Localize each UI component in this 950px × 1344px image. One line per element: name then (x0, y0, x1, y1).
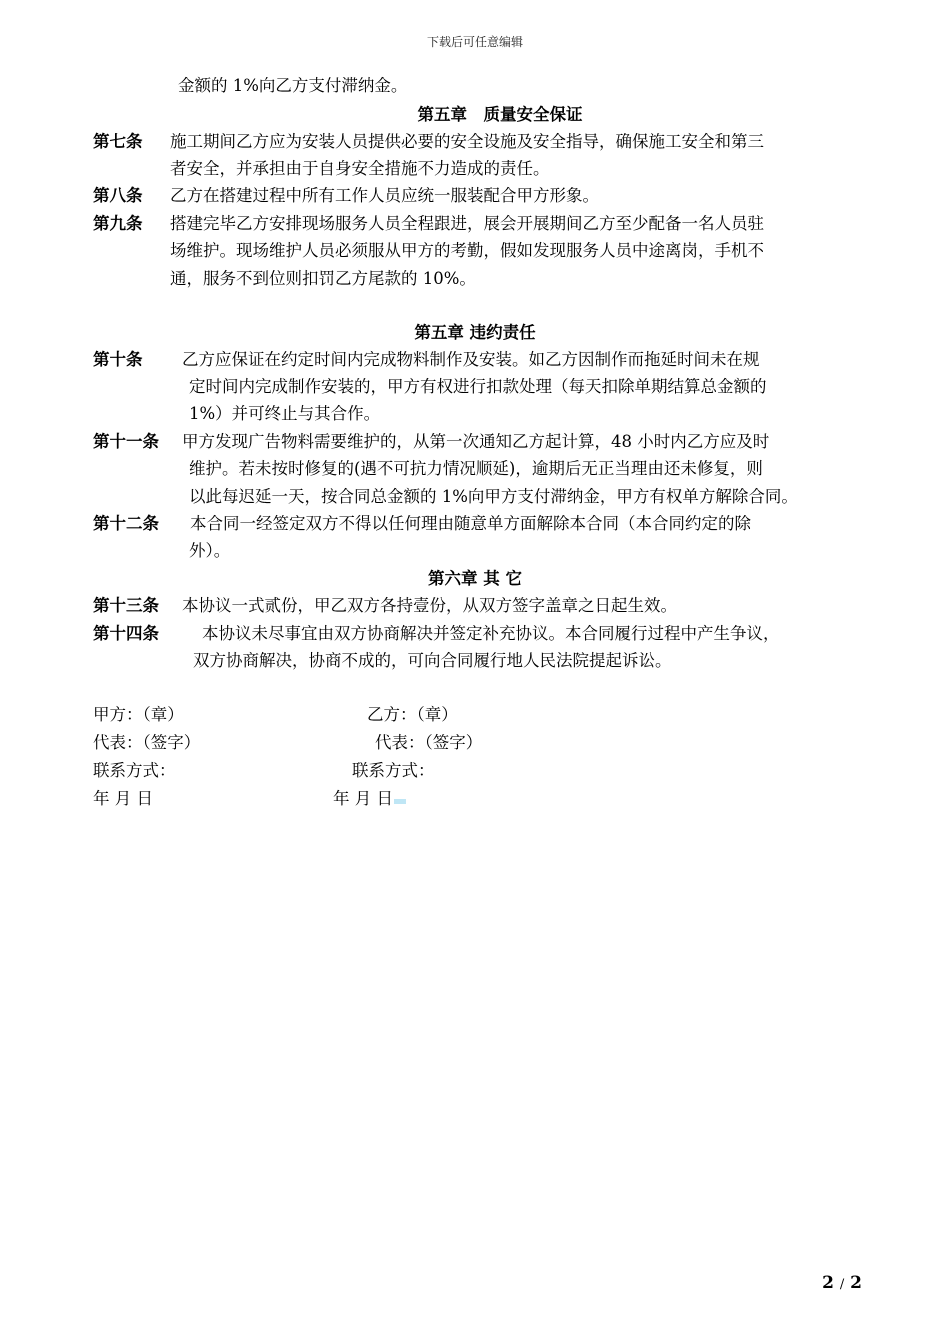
page-number-current: 2 (822, 1273, 834, 1293)
party-b-representative: 代表：（签字） (375, 733, 483, 752)
article-9-line-1: 搭建完毕乙方安排现场服务人员全程跟进，展会开展期间乙方至少配备一名人员驻 (170, 214, 764, 233)
article-13-line-1: 本协议一式贰份，甲乙双方各持壹份，从双方签字盖章之日起生效。 (182, 596, 677, 615)
chapter-five-quality-heading: 第五章 质量安全保证 (417, 105, 583, 124)
party-a-representative: 代表：（签字） (93, 733, 201, 752)
article-7-line-2: 者安全，并承担由于自身安全措施不力造成的责任。 (170, 159, 550, 178)
page-number-total: 2 (850, 1273, 862, 1293)
party-a-date: 年 月 日 (93, 789, 153, 808)
article-12-line-2: 外）。 (189, 541, 231, 560)
article-8-number: 第八条 (93, 186, 143, 205)
article-8-line-1: 乙方在搭建过程中所有工作人员应统一服装配合甲方形象。 (170, 186, 599, 205)
article-14-line-1: 本协议未尽事宜由双方协商解决并签定补充协议。本合同履行过程中产生争议， (202, 624, 780, 643)
article-7-number: 第七条 (93, 132, 143, 151)
article-13-number: 第十三条 (93, 596, 159, 615)
party-a-contact: 联系方式： (93, 761, 176, 780)
page-number-separator: / (839, 1277, 845, 1292)
party-a-seal: 甲方：（章） (93, 705, 184, 724)
article-7-line-1: 施工期间乙方应为安装人员提供必要的安全设施及安全指导，确保施工安全和第三 (170, 132, 764, 151)
article-14-number: 第十四条 (93, 624, 159, 643)
article-12-line-1: 本合同一经签定双方不得以任何理由随意单方面解除本合同（本合同约定的除 (190, 514, 751, 533)
party-b-seal: 乙方：（章） (367, 705, 458, 724)
article-10-number: 第十条 (93, 350, 143, 369)
article-11-line-3: 以此每迟延一天，按合同总金额的 1%向甲方支付滞纳金，甲方有权单方解除合同。 (189, 487, 798, 506)
article-10-line-2: 定时间内完成制作安装的，甲方有权进行扣款处理（每天扣除单期结算总金额的 (189, 377, 767, 396)
article-11-line-2: 维护。若未按时修复的(遇不可抗力情况顺延)，逾期后无正当理由还未修复，则 (189, 459, 763, 478)
article-11-number: 第十一条 (93, 432, 159, 451)
page-number (822, 1273, 862, 1293)
text-cursor-marker (394, 799, 406, 804)
article-11-line-1: 甲方发现广告物料需要维护的，从第一次通知乙方起计算，48 小时内乙方应及时 (182, 432, 770, 451)
page-header-note: 下载后可任意编辑 (426, 35, 523, 49)
article-12-number: 第十二条 (93, 514, 159, 533)
article-14-line-2: 双方协商解决，协商不成的，可向合同履行地人民法院提起诉讼。 (193, 651, 672, 670)
party-b-date: 年 月 日 (333, 789, 393, 808)
article-10-line-1: 乙方应保证在约定时间内完成物料制作及安装。如乙方因制作而拖延时间未在规 (182, 350, 760, 369)
article-9-number: 第九条 (93, 214, 143, 233)
article-9-line-2: 场维护。现场维护人员必须服从甲方的考勤，假如发现服务人员中途离岗，手机不 (170, 241, 764, 260)
article-9-line-3: 通，服务不到位则扣罚乙方尾款的 10%。 (170, 269, 476, 288)
party-b-date-group (333, 788, 406, 810)
article-10-line-3: 1%）并可终止与其合作。 (189, 404, 381, 423)
chapter-six-heading: 第六章 其 它 (428, 569, 522, 588)
continuation-text: 金额的 1%向乙方支付滞纳金。 (178, 76, 408, 95)
party-b-contact: 联系方式： (352, 761, 435, 780)
chapter-five-breach-heading: 第五章 违约责任 (414, 323, 536, 342)
